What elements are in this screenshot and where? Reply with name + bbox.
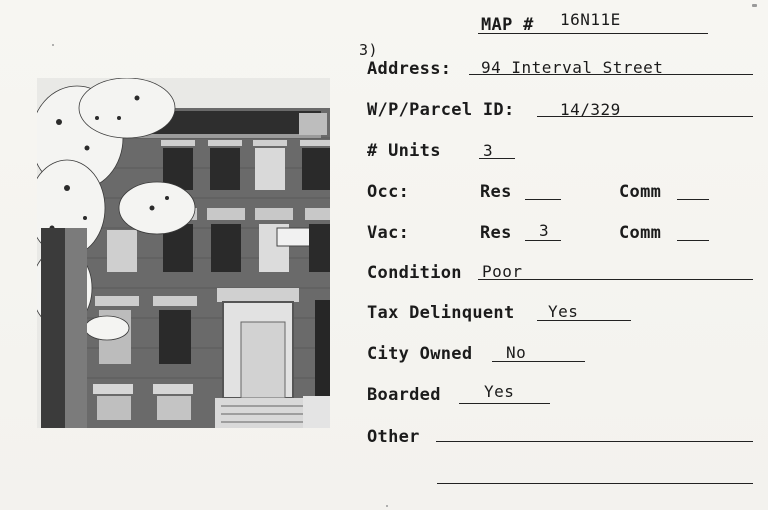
city-owned-label: City Owned [367,344,473,364]
parcel-label: W/P/Parcel ID: [367,100,515,120]
map-value: 16N11E [560,10,621,29]
city-owned-underline [492,361,585,362]
condition-value: Poor [482,262,523,281]
boarded-underline [459,403,550,404]
paper-speck [386,505,388,507]
occ-res-underline [525,199,561,200]
condition-label: Condition [367,263,462,283]
vac-comm-underline [677,240,709,241]
occ-label: Occ: [367,182,410,202]
other-label: Other [367,427,420,447]
building-photo [37,78,330,428]
address-label: Address: [367,59,452,79]
parcel-value: 14/329 [560,100,621,119]
map-underline [478,33,708,34]
tax-delinquent-label: Tax Delinquent [367,303,515,323]
other-underline-2 [437,483,753,484]
vac-res-label: Res [480,223,512,243]
paper-speck [52,44,54,46]
boarded-label: Boarded [367,385,441,405]
city-owned-value: No [506,343,527,362]
occ-comm-label: Comm [619,182,662,202]
other-underline-1 [436,441,753,442]
tax-delinquent-underline [537,320,631,321]
units-value: 3 [483,141,494,160]
vac-comm-label: Comm [619,223,662,243]
vac-label: Vac: [367,223,410,243]
parcel-underline [537,116,753,117]
condition-underline [478,279,753,280]
occ-res-label: Res [480,182,512,202]
address-underline [469,74,753,75]
units-underline [479,158,515,159]
units-label: # Units [367,141,441,161]
tax-delinquent-value: Yes [548,302,579,321]
map-label: MAP # [481,15,534,35]
boarded-value: Yes [484,382,515,401]
entry-number: 3) [359,41,379,59]
vac-res-underline [525,240,561,241]
vac-res-value: 3 [539,221,550,240]
paper-speck [752,4,757,7]
occ-comm-underline [677,199,709,200]
address-value: 94 Interval Street [481,58,664,77]
